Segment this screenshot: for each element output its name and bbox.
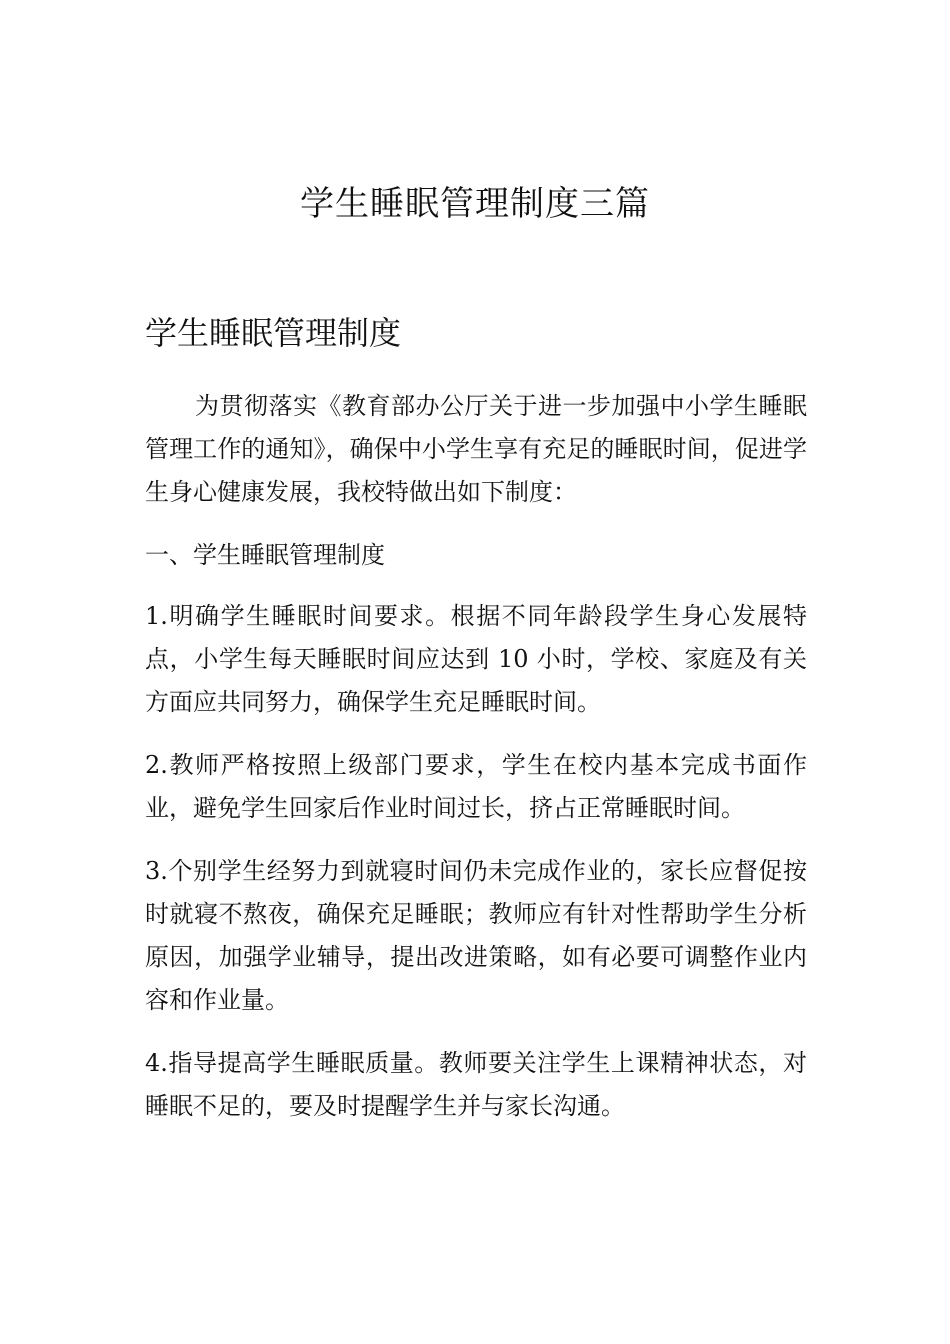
list-item-2: 2.教师严格按照上级部门要求，学生在校内基本完成书面作业，避免学生回家后作业时间过长，挤占正常睡眠时间。 [145, 751, 807, 822]
subheading: 一、学生睡眠管理制度 [145, 541, 385, 569]
intro-paragraph: 为贯彻落实《教育部办公厅关于进一步加强中小学生睡眠管理工作的通知》，确保中小学生享有充足的睡眠时间，促进学生身心健康发展，我校特做出如下制度： [145, 392, 807, 506]
list-item-3: 3.个别学生经努力到就寝时间仍未完成作业的，家长应督促按时就寝不熬夜，确保充足睡眠；教师应有针对性帮助学生分析原因，加强学业辅导，提出改进策略，如有必要可调整作业内容和作业量。 [145, 857, 807, 1014]
document-body [145, 385, 807, 1148]
section-title: 学生睡眠管理制度 [145, 314, 402, 352]
document-title: 学生睡眠管理制度三篇 [300, 184, 650, 224]
list-item-1: 1.明确学生睡眠时间要求。根据不同年龄段学生身心发展特点，小学生每天睡眠时间应达到 10 小时，学校、家庭及有关方面应共同努力，确保学生充足睡眠时间。 [145, 602, 807, 716]
list-item-4: 4.指导提高学生睡眠质量。教师要关注学生上课精神状态，对睡眠不足的，要及时提醒学生并与家长沟通。 [145, 1049, 807, 1120]
